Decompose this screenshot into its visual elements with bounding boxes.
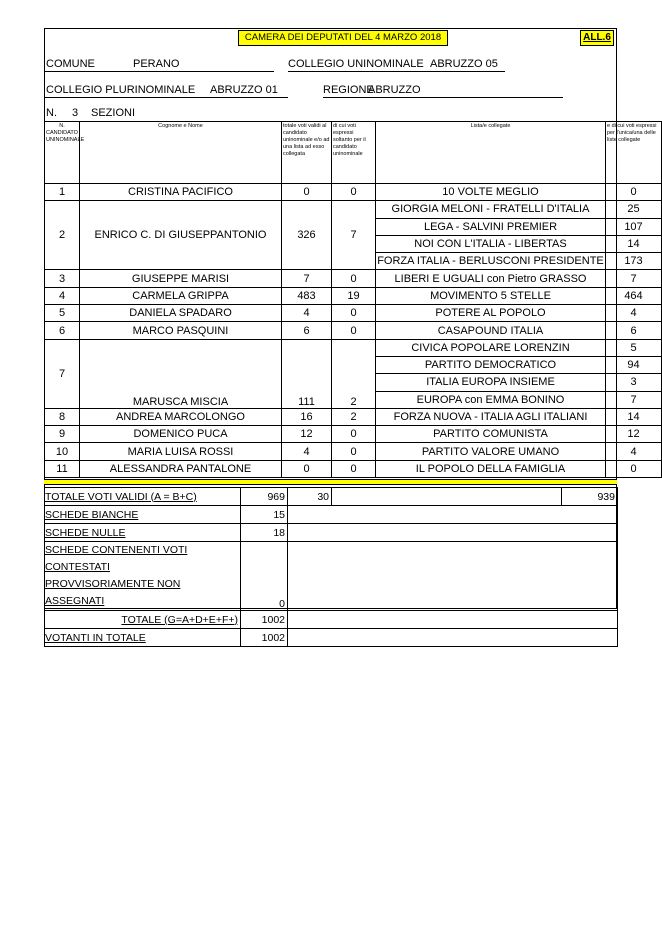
list-name: POTERE AL POPOLO <box>376 305 606 322</box>
bianche-value: 15 <box>241 506 288 524</box>
candidate-total-votes: 0 <box>282 184 332 201</box>
contestati-label <box>45 542 241 611</box>
nulle-value: 18 <box>241 524 288 542</box>
table-row <box>45 339 662 356</box>
sezioni-label: SEZIONI <box>91 107 136 119</box>
col-header-totale: totale voti validi al candidato uninominale e/o ad una lista ad esso collegata <box>282 122 332 184</box>
candidate-number: 7 <box>45 339 80 408</box>
candidate-total-votes: 4 <box>282 443 332 460</box>
list-votes: 7 <box>606 270 662 287</box>
regione-label: REGIONE <box>323 84 374 96</box>
comune-underline <box>44 71 274 72</box>
candidate-only-votes: 19 <box>332 287 376 304</box>
list-name: LIBERI E UGUALI con Pietro GRASSO <box>376 270 606 287</box>
list-name: EUROPA con EMMA BONINO <box>376 391 606 408</box>
table-header-row <box>45 122 662 184</box>
candidate-number: 2 <box>45 201 80 270</box>
col-header-solo: di cui voti espressi soltanto per il candidato uninominale <box>332 122 376 184</box>
votanti-empty <box>288 629 618 647</box>
candidate-total-votes: 483 <box>282 287 332 304</box>
contestati-label-1: SCHEDE CONTENENTI VOTI CONTESTATI <box>45 544 188 573</box>
candidate-name: DOMENICO PUCA <box>80 426 282 443</box>
list-votes: 7 <box>606 391 662 408</box>
candidate-name: MARUSCA MISCIA <box>80 339 282 408</box>
candidate-name: MARCO PASQUINI <box>80 322 282 339</box>
list-name: ITALIA EUROPA INSIEME <box>376 374 606 391</box>
table-row <box>45 184 662 201</box>
list-name: IL POPOLO DELLA FAMIGLIA <box>376 460 606 477</box>
bianche-empty <box>288 506 618 524</box>
list-votes: 14 <box>606 408 662 425</box>
list-name: NOI CON L'ITALIA - LIBERTAS <box>376 235 606 252</box>
candidate-name: CRISTINA PACIFICO <box>80 184 282 201</box>
n-label: N. <box>46 107 57 119</box>
candidate-number: 10 <box>45 443 80 460</box>
table-row <box>45 305 662 322</box>
candidate-number: 4 <box>45 287 80 304</box>
candidate-only-votes: 7 <box>332 201 376 270</box>
bianche-row <box>45 506 618 524</box>
table-row <box>45 270 662 287</box>
list-votes: 0 <box>606 460 662 477</box>
col-header-lista: Lista/e collegate <box>376 122 606 184</box>
totale-row <box>45 611 618 629</box>
candidate-number: 9 <box>45 426 80 443</box>
nulle-row <box>45 524 618 542</box>
list-name: PARTITO COMUNISTA <box>376 426 606 443</box>
list-votes: 25 <box>606 201 662 218</box>
list-name: PARTITO DEMOCRATICO <box>376 356 606 373</box>
candidate-only-votes: 2 <box>332 339 376 408</box>
candidate-only-votes: 2 <box>332 408 376 425</box>
list-votes: 107 <box>606 218 662 235</box>
table-row <box>45 408 662 425</box>
list-name: CASAPOUND ITALIA <box>376 322 606 339</box>
bianche-label: SCHEDE BIANCHE <box>45 506 241 524</box>
collegio-pluri-underline <box>44 97 288 98</box>
list-name: PARTITO VALORE UMANO <box>376 443 606 460</box>
list-name: LEGA - SALVINI PREMIER <box>376 218 606 235</box>
candidate-name: DANIELA SPADARO <box>80 305 282 322</box>
table-row <box>45 201 662 218</box>
candidate-number: 3 <box>45 270 80 287</box>
candidate-total-votes: 326 <box>282 201 332 270</box>
candidate-number: 6 <box>45 322 80 339</box>
contestati-empty <box>288 542 618 611</box>
candidate-name: ANDREA MARCOLONGO <box>80 408 282 425</box>
list-votes: 464 <box>606 287 662 304</box>
candidate-number: 8 <box>45 408 80 425</box>
table-row <box>45 287 662 304</box>
candidate-total-votes: 6 <box>282 322 332 339</box>
list-votes: 5 <box>606 339 662 356</box>
collegio-pluri-label: COLLEGIO PLURINOMINALE <box>46 84 196 96</box>
table-row <box>45 460 662 477</box>
collegio-uni-value: ABRUZZO 05 <box>430 58 498 70</box>
list-name: MOVIMENTO 5 STELLE <box>376 287 606 304</box>
list-votes: 94 <box>606 356 662 373</box>
votanti-value: 1002 <box>241 629 288 647</box>
collegio-uni-label: COLLEGIO UNINOMINALE <box>288 58 424 70</box>
totale-validi-empty <box>332 488 562 506</box>
candidate-name: ALESSANDRA PANTALONE <box>80 460 282 477</box>
candidate-total-votes: 12 <box>282 426 332 443</box>
votanti-row <box>45 629 618 647</box>
totale-validi-liste: 939 <box>562 488 618 506</box>
candidate-number: 1 <box>45 184 80 201</box>
comune-label: COMUNE <box>46 58 95 70</box>
table-row <box>45 443 662 460</box>
list-name: GIORGIA MELONI - FRATELLI D'ITALIA <box>376 201 606 218</box>
candidate-only-votes: 0 <box>332 426 376 443</box>
candidate-only-votes: 0 <box>332 460 376 477</box>
totale-validi-row <box>45 488 618 506</box>
totale-label: TOTALE (G=A+D+E+F+) <box>45 611 241 629</box>
nulle-empty <box>288 524 618 542</box>
nulle-label: SCHEDE NULLE <box>45 524 241 542</box>
candidate-total-votes: 4 <box>282 305 332 322</box>
candidate-name: GIUSEPPE MARISI <box>80 270 282 287</box>
collegio-uni-underline <box>288 71 505 72</box>
col-header-name: Cognome e Nome <box>80 122 282 184</box>
totale-validi-label: TOTALE VOTI VALIDI (A = B+C) <box>45 488 241 506</box>
n-value: 3 <box>72 107 79 119</box>
list-votes: 4 <box>606 443 662 460</box>
col-header-n: N. CANDIDATO UNINOMINALE <box>45 122 80 184</box>
totale-value: 1002 <box>241 611 288 629</box>
regione-value: ABRUZZO <box>368 84 421 96</box>
allegato-label: ALL.6 <box>580 30 614 46</box>
candidate-name: CARMELA GRIPPA <box>80 287 282 304</box>
candidate-total-votes: 111 <box>282 339 332 408</box>
candidate-only-votes: 0 <box>332 305 376 322</box>
regione-underline <box>323 97 563 98</box>
separator-band <box>44 479 617 485</box>
table-row <box>45 322 662 339</box>
votanti-label: VOTANTI IN TOTALE <box>45 629 241 647</box>
col-header-voti-lista: e di cui voti espressi per l'unica/una delle liste collegate <box>606 122 662 184</box>
list-votes: 0 <box>606 184 662 201</box>
document-title: CAMERA DEI DEPUTATI DEL 4 MARZO 2018 <box>238 30 448 46</box>
contestati-row <box>45 542 618 611</box>
table-row <box>45 426 662 443</box>
candidate-only-votes: 0 <box>332 270 376 287</box>
list-name: FORZA NUOVA - ITALIA AGLI ITALIANI <box>376 408 606 425</box>
list-votes: 14 <box>606 235 662 252</box>
candidate-total-votes: 7 <box>282 270 332 287</box>
candidate-name: ENRICO C. DI GIUSEPPANTONIO <box>80 201 282 270</box>
candidate-total-votes: 0 <box>282 460 332 477</box>
contestati-label-2: PROVVISORIAMENTE NON ASSEGNATI <box>45 578 181 607</box>
list-votes: 4 <box>606 305 662 322</box>
candidate-total-votes: 16 <box>282 408 332 425</box>
list-votes: 6 <box>606 322 662 339</box>
totale-validi-solo: 30 <box>288 488 332 506</box>
totals-table <box>44 487 618 647</box>
collegio-pluri-value: ABRUZZO 01 <box>210 84 278 96</box>
candidate-only-votes: 0 <box>332 322 376 339</box>
totale-validi-value: 969 <box>241 488 288 506</box>
list-votes: 12 <box>606 426 662 443</box>
contestati-value: 0 <box>241 542 288 611</box>
candidate-name: MARIA LUISA ROSSI <box>80 443 282 460</box>
totale-empty <box>288 611 618 629</box>
list-name: FORZA ITALIA - BERLUSCONI PRESIDENTE <box>376 253 606 270</box>
candidate-only-votes: 0 <box>332 443 376 460</box>
list-votes: 3 <box>606 374 662 391</box>
list-name: CIVICA POPOLARE LORENZIN <box>376 339 606 356</box>
candidate-only-votes: 0 <box>332 184 376 201</box>
candidate-number: 5 <box>45 305 80 322</box>
candidate-number: 11 <box>45 460 80 477</box>
results-table <box>44 121 662 478</box>
list-votes: 173 <box>606 253 662 270</box>
comune-value: PERANO <box>133 58 180 70</box>
list-name: 10 VOLTE MEGLIO <box>376 184 606 201</box>
